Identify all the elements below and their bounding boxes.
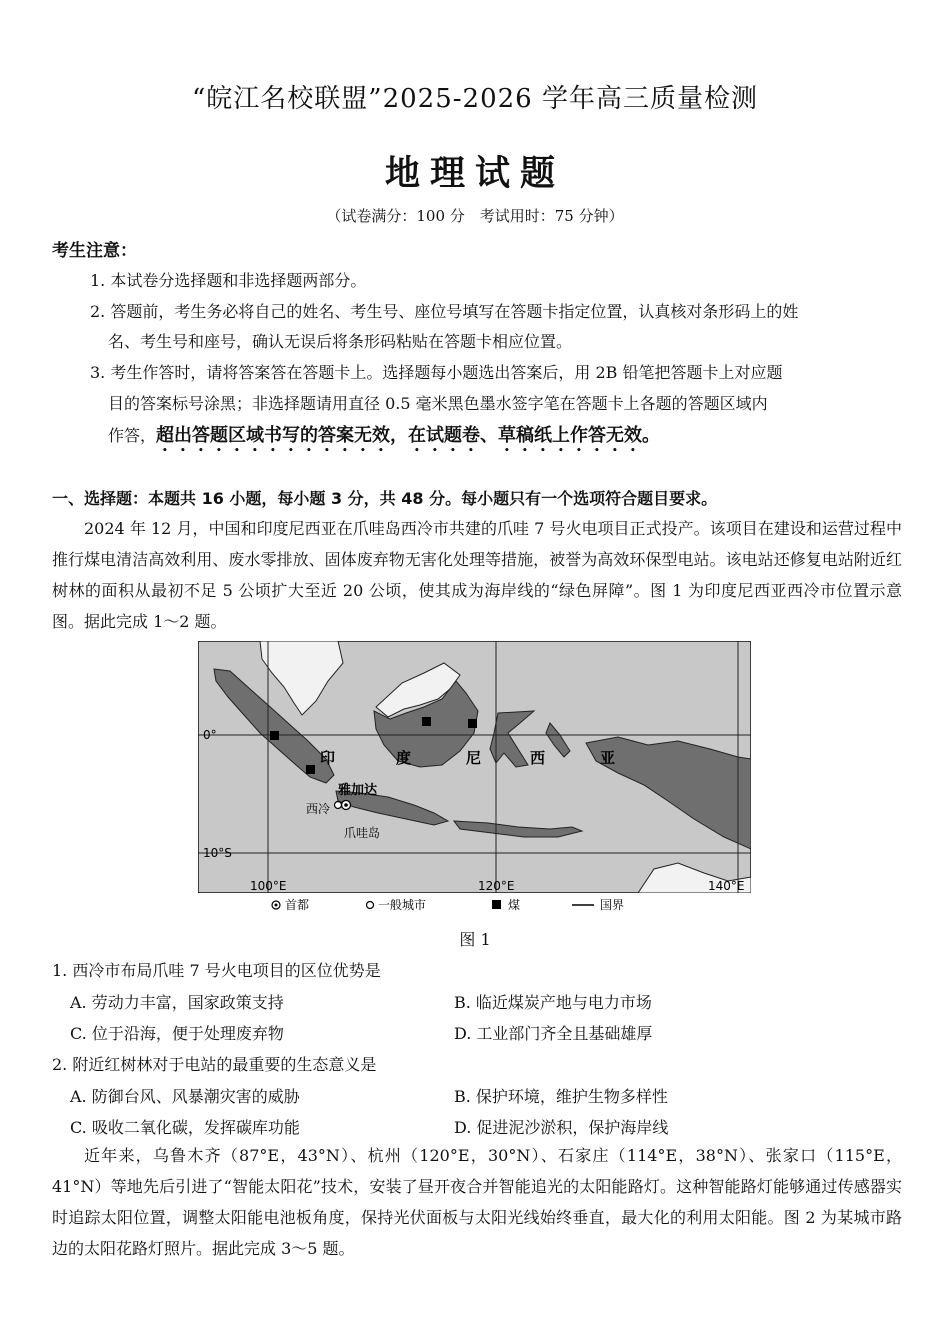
notice-item-3: 3. 考生作答时，请将答案答在答题卡上。选择题每小题选出答案后，用 2B 铅笔把答题卡上对应题 xyxy=(90,363,783,382)
question-1-option-c: C. 位于沿海，便于处理废弃物 xyxy=(70,1024,284,1043)
legend-border: 国界 xyxy=(600,898,625,912)
legend-city: 一般城市 xyxy=(378,898,427,912)
passage-1-line: 2024 年 12 月，中国和印度尼西亚在爪哇岛西冷市共建的爪哇 7 号火电项目正式投产。该项目在 xyxy=(84,519,774,538)
coal-marker xyxy=(422,717,431,726)
island-label: 爪哇岛 xyxy=(344,826,381,840)
figure-1-map xyxy=(198,641,751,917)
capital-label: 雅加达 xyxy=(338,783,378,798)
country-char: 西 xyxy=(530,749,546,767)
notice-emphasis: 超出答题区域书写的答案无效，在试题卷、草稿纸上作答无效。 xyxy=(156,425,661,446)
question-1-option-b: B. 临近煤炭产地与电力市场 xyxy=(454,993,652,1012)
passage-1-line: 建设和运营过程中推行煤电清洁高效利用、废水零排放、固体废弃物无害化处理等措施，被誉为高效环 xyxy=(52,519,902,569)
city-label: 西冷 xyxy=(306,802,331,816)
question-2-option-c: C. 吸收二氧化碳，发挥碳库功能 xyxy=(70,1118,300,1137)
country-char: 尼 xyxy=(466,749,482,767)
notice-item-2-cont: 名、考生号和座号，确认无误后将条形码粘贴在答题卡相应位置。 xyxy=(108,332,573,351)
page-title: 地理试题 xyxy=(384,154,565,194)
passage-2-line: 太阳能。图 2 为某城市路边的太阳花路灯照片。据此完成 3～5 题。 xyxy=(52,1208,902,1258)
legend-capital-icon-dot xyxy=(275,904,278,907)
coal-marker xyxy=(468,719,477,728)
question-2-option-b: B. 保护环境，维护生物多样性 xyxy=(454,1087,668,1106)
legend-capital: 首都 xyxy=(285,898,310,912)
question-2-option-a: A. 防御台风、风暴潮灾害的威胁 xyxy=(70,1087,300,1106)
coal-marker xyxy=(270,731,279,740)
passage-1-line: 的“绿色屏障”。图 1 为印度尼西亚西冷市位置示意图。据此完成 1～2 题。 xyxy=(52,581,902,631)
coal-marker xyxy=(306,765,315,774)
notice-heading: 考生注意： xyxy=(52,241,137,261)
passage-1 xyxy=(52,513,902,637)
notice-item-1: 1. 本试卷分选择题和非选择题两部分。 xyxy=(90,271,367,290)
capital-marker-dot xyxy=(344,803,348,807)
exam-subtitle: （试卷满分：100 分 考试用时：75 分钟） xyxy=(326,207,624,225)
legend-city-icon xyxy=(367,902,374,909)
passage-2-line: 近年来，乌鲁木齐（87°E，43°N）、杭州（120°E，30°N）、石家庄（114°E，38°N）、张家口（115°E，41°N）等 xyxy=(52,1146,902,1196)
country-char: 度 xyxy=(396,749,412,767)
notice-item-3-end xyxy=(108,420,660,456)
notice-item-3-end-text: 作答， xyxy=(108,426,157,445)
passage-2-line: 传感器实时追踪太阳位置，调整太阳能电池板角度，保持光伏面板与太阳光线始终垂直，最大化的利用 xyxy=(52,1177,902,1227)
lon-label-100e: 100°E xyxy=(250,879,287,893)
exam-header: “皖江名校联盟”2025-2026 学年高三质量检测 xyxy=(192,84,758,114)
section-heading: 一、选择题：本题共 16 小题，每小题 3 分，共 48 分。每小题只有一个选项符合题目要求。 xyxy=(52,489,718,508)
question-1-stem: 1. 西冷市布局爪哇 7 号火电项目的区位优势是 xyxy=(52,961,381,980)
passage-2-line: 地先后引进了“智能太阳花”技术，安装了昼开夜合并智能追光的太阳能路灯。这种智能路灯能够通过 xyxy=(126,1177,838,1196)
notice-item-3-cont: 目的答案标号涂黑；非选择题请用直径 0.5 毫米黑色墨水签字笔在答题卡上各题的答题区域内 xyxy=(108,394,768,413)
question-1-option-a: A. 劳动力丰富，国家政策支持 xyxy=(70,993,284,1012)
question-1-option-d: D. 工业部门齐全且基础雄厚 xyxy=(454,1024,653,1043)
lat-label-0: 0° xyxy=(203,728,217,742)
country-char: 亚 xyxy=(600,749,616,767)
legend-coal: 煤 xyxy=(508,898,521,912)
notice-item-2: 2. 答题前，考生务必将自己的姓名、考生号、座位号填写在答题卡指定位置，认真核对条形码上的姓 xyxy=(90,302,799,321)
question-2-option-d: D. 促进泥沙淤积，保护海岸线 xyxy=(454,1118,669,1137)
passage-2 xyxy=(52,1140,902,1264)
legend-bar xyxy=(198,893,751,917)
lon-label-140e: 140°E xyxy=(708,879,745,893)
lat-label-10s: 10°S xyxy=(203,846,232,860)
figure-1-caption: 图 1 xyxy=(459,930,491,949)
lon-label-120e: 120°E xyxy=(478,879,515,893)
question-2-stem: 2. 附近红树林对于电站的最重要的生态意义是 xyxy=(52,1055,377,1074)
passage-1-line: 保型电站。该电站还修复电站附近红树林的面积从最初不足 5 公顷扩大至近 20 公顷，使其成为海岸线 xyxy=(52,550,902,600)
city-marker xyxy=(335,802,342,809)
country-char: 印 xyxy=(320,749,336,767)
legend-coal-icon xyxy=(492,900,501,909)
